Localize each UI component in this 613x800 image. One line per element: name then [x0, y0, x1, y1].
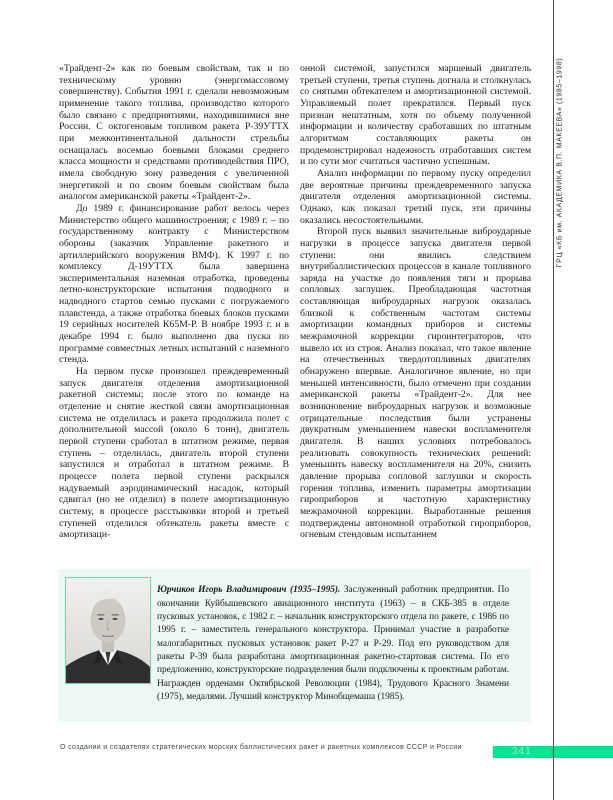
portrait-photo: [65, 577, 151, 684]
biography-name: Юрчиков Игорь Владимирович (1935–1995).: [157, 585, 341, 596]
biography-body: Заслуженный работник предприятия. По окончании Куйбышевского авиационного института (1963) – в СКБ-385 в отделе пусковых установок, с 1982 г. – начальник конструкторского отдела по ракете, с 1986 по 1995 г. – заместитель генерального конструктора. Принимал участие в разработке малогабаритных пусковых установок ракет Р-27 и Р-29. Под его руководством для ракеты Р-39 была разработана амортизационная ракетно-стартовая система. По его предложению, конструкторские подразделения были подключены к проектным работам. Награжден орденами Октябрьской Революции (1984), Трудового Красного Знамени (1975), медалями. Лучший конструктор Минобщемаша (1985).: [157, 585, 510, 703]
right-text-column: [300, 63, 531, 541]
paragraph: Анализ информации по первому пуску определил две вероятные причины преждевременного запуска двигателя отделения амортизационной системы. Однако, как показал третий пуск, эти причины оказались несостоятельными.: [300, 167, 531, 226]
page-number: 341: [512, 746, 532, 757]
left-text-column: [59, 63, 289, 541]
paragraph: На первом пуске произошел преждевременный запуск двигателя отделения амортизационной ракетной системы; после этого по команде на отделение и снятие жесткой связи амортизационная система не отделилась и ракета продолжила полет с дополнительной массой (около 6 тонн), двигатель первой ступени сработал в штатном режиме, первая ступень – отделилась, двигатель второй ступени запустился и отработал в штатном режиме. В процессе полета первой ступени раскрылся надуваемый аэродинамический насадок, который сдвигал (но не отделил) в полете амортизационную систему, в процессе расстыковки второй и третьей ступеней отделился обтекатель ракеты вместе с амортизаци-: [59, 366, 289, 541]
paragraph: «Трайдент-2» как по боевым свойствам, так и по техническому уровню (энергомассовому совершенству). События 1991 г. сделали невозможным применение такого топлива, производство которого было связано с предприятиями, находившимися вне России. С октогеновым топливом ракета Р-39УТТХ при межконтинентальной дальности стрельбы оснащалась восемью боевыми блоками среднего класса мощности и средствами противодействия ПРО, имела свободную зону разведения с увеличенной энергетикой и по своим боевым свойствам была аналогом американской ракеты «Трайдент-2».: [59, 63, 289, 203]
paragraph: онной системой, запустился маршевый двигатель третьей ступени, третья ступень догнала и столкнулась со снятыми обтекателем и амортизационной системой. Управляемый полет прекратился. Первый пуск признан нештатным, хотя по объему полученной информации и количеству сработавших по штатным алгоритмам составляющих ракеты он продемонстрировал надежность отработавших систем и по сути мог считаться частично успешным.: [300, 63, 531, 168]
running-title: О создании и создателях стратегических морских баллистических ракет и ракетных комплексов СССР и России: [60, 744, 462, 751]
paragraph: Второй пуск выявил значительные виброударные нагрузки в процессе запуска двигателя первой ступени: они явились следствием внутрибаллистических процессов в канале топливного заряда на участке до появления тяги и прорыва сопловых заглушек. Преобладающая частотная составляющая виброударных нагрузок оказалась близкой к собственным частотам системы амортизации командных приборов и системы межрамочной коррекции гироинтеграторов, что вывело их из строя. Анализ показал, что такое явление на отечественных твердотопливных двигателях обнаружено впервые. Аналогичное явление, но при меньшей интенсивности, было отмечено при создании американской ракеты «Трайдент-2». Для нее возникновение виброударных нагрузок и возможные отрицательные последствия были устранены двукратным уменьшением навески воспламенителя двигателя. В наших условиях потребовалось реализовать совокупность технических решений: уменьшить навеску воспламенителя на 20%, снизить давление прорыва сопловой заглушки и скорость горения топлива, изменить параметры амортизации гироприборов и частотную характеристику межрамочной коррекции. Выработанные решения подтверждены автономной отработкой гироприборов, огневым стендовым испытанием: [300, 226, 531, 541]
paragraph: До 1989 г. финансирование работ велось через Министерство общего машиностроения; с 1989 г. – по государственному контракту с Министерством обороны (заказчик Управление ракетного и артиллерийского вооружения ВМФ). К 1997 г. по комплексу Д-19УТТХ была завершена экспериментальная наземная отработка, проведены летно-конструкторские испытания подводного и надводного стартов семью пусками с погружаемого плавстенда, а также отработка боевых блоков пусками 19 серийных носителей К65М-Р. В ноябре 1993 г. и в декабре 1994 г. было выполнено два пуска по программе совместных летных испытаний с наземного стенда.: [59, 202, 290, 366]
biography-box: [58, 569, 531, 722]
biography-text: [157, 584, 509, 704]
chapter-vertical-label: ГРЦ «КБ им. АКАДЕМИКА В.П. МАКЕЕВА» (1985–1998): [556, 57, 564, 268]
sidebar-rule: [553, 0, 554, 800]
portrait-illustration: [66, 578, 150, 683]
